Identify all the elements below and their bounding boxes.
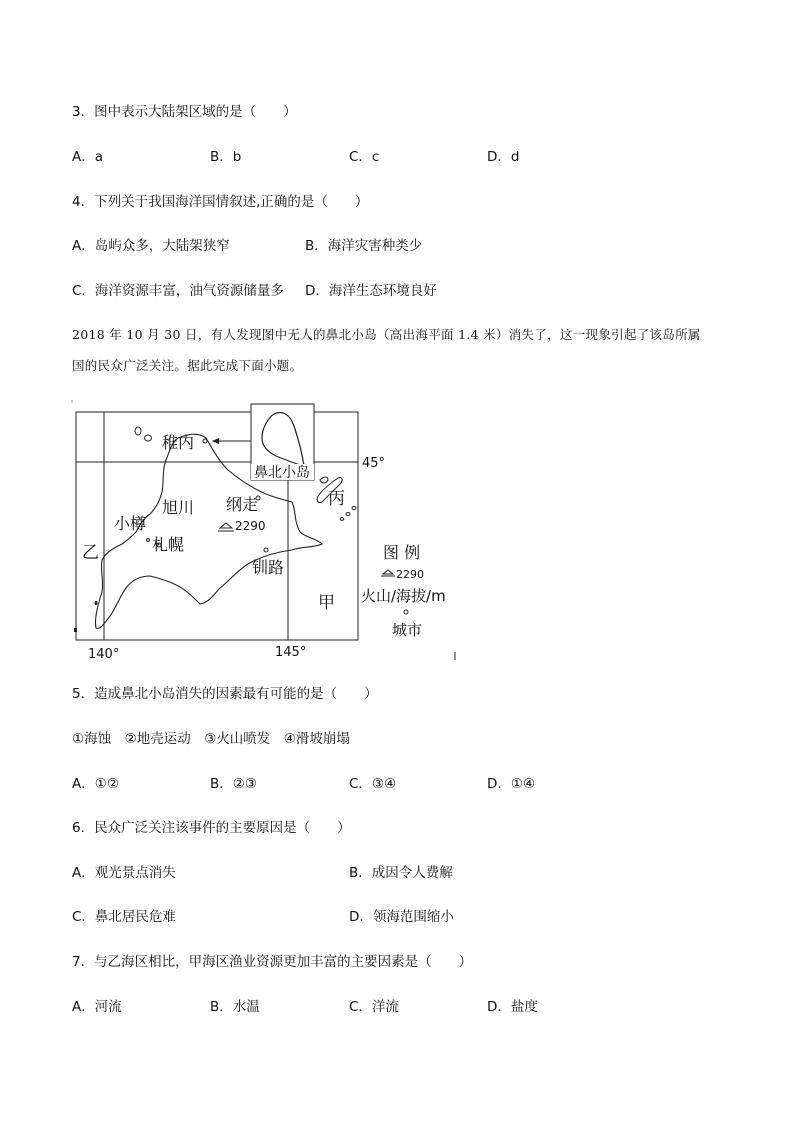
map-mark [74,628,77,632]
region-label-yi: 乙 [82,543,99,563]
city-label-sapporo: 札幌 [152,535,185,554]
q6-option-a[interactable]: A．观光景点消失 [72,865,176,881]
volcano-icon [220,523,232,528]
q4-option-d[interactable]: D．海洋生态环境良好 [305,283,437,299]
q6-option-d[interactable]: D．领海范围缩小 [349,909,454,925]
q7-option-c[interactable]: C．洋流 [349,999,399,1015]
arrow-head [212,438,219,444]
question-5-stem: 5．造成鼻北小岛消失的因素最有可能的是（ ） [72,686,378,702]
rebun-island [135,427,141,435]
q3-option-b[interactable]: B．b [210,149,242,165]
q7-option-b[interactable]: B．水温 [210,999,260,1015]
passage-line-1: 2018 年 10 月 30 日，有人发现图中无人的鼻北小岛（高出海平面 1.4 米）消失了，这一现象引起了该岛所属 [72,327,701,342]
lon-label-145: 145° [275,645,307,660]
lat-label-45: 45° [362,456,386,471]
q7-option-d[interactable]: D．盐度 [487,999,538,1015]
hokkaido-map [70,398,470,668]
q6-option-c[interactable]: C．鼻北居民危难 [72,909,176,925]
q3-option-a[interactable]: A．a [72,149,104,165]
q3-option-d[interactable]: D．d [487,149,520,165]
question-4-stem: 4．下列关于我国海洋国情叙述,正确的是（ ） [72,194,369,210]
city-marker-kushiro [264,548,268,552]
rishiri-island [145,435,152,441]
q7-option-a[interactable]: A．河流 [72,999,122,1015]
q4-option-b[interactable]: B．海洋灾害种类少 [305,238,423,254]
city-label-kushiro: 钏路 [252,558,285,577]
region-label-bing: 丙 [328,489,345,509]
q6-option-b[interactable]: B．成因令人费解 [349,865,453,881]
islet [346,513,350,516]
city-label-wakkanai: 稚内 [162,433,195,452]
kuril-island-2 [320,477,328,483]
legend-volcano-sample: 2290 [396,568,424,581]
q5-factors: ①海蚀 ②地壳运动 ③火山喷发 ④滑坡崩塌 [72,731,350,747]
q4-option-a[interactable]: A．岛屿众多，大陆架狭窄 [72,238,230,254]
legend-title: 图 例 [383,543,421,562]
q5-option-b[interactable]: B．②③ [210,776,257,792]
islet [340,518,344,521]
city-marker [147,539,150,542]
lon-label-140: 140° [88,647,120,662]
inset-label: 鼻北小岛 [254,465,310,481]
city-label-abashiri: 纲走 [226,495,259,514]
legend-volcano-icon [383,570,393,574]
legend-volcano-desc: 火山/海拔/m [361,587,446,605]
question-6-stem: 6．民众广泛关注该事件的主要原因是（ ） [72,820,351,836]
volcano-height: 2290 [235,519,266,533]
legend-city-desc: 城市 [392,621,423,639]
question-7-stem: 7．与乙海区相比，甲海区渔业资源更加丰富的主要因素是（ ） [72,954,473,970]
q3-option-c[interactable]: C．c [349,149,380,165]
city-label-otaru: 小樽 [114,514,147,533]
q5-option-c[interactable]: C．③④ [349,776,397,792]
question-3-stem: 3．图中表示大陆架区域的是（ ） [72,104,297,120]
okushiri-island [95,601,98,605]
legend-city-icon [404,610,408,614]
islet [352,507,356,510]
region-label-jia: 甲 [318,593,335,613]
q5-option-a[interactable]: A．①② [72,776,119,792]
q5-option-d[interactable]: D．①④ [487,776,536,792]
city-label-asahikawa: 旭川 [162,498,195,517]
passage-line-2: 国的民众广泛关注。据此完成下面小题。 [72,358,303,373]
q4-option-c[interactable]: C．海洋资源丰富，油气资源储量多 [72,283,284,299]
islet-marker [203,439,207,443]
